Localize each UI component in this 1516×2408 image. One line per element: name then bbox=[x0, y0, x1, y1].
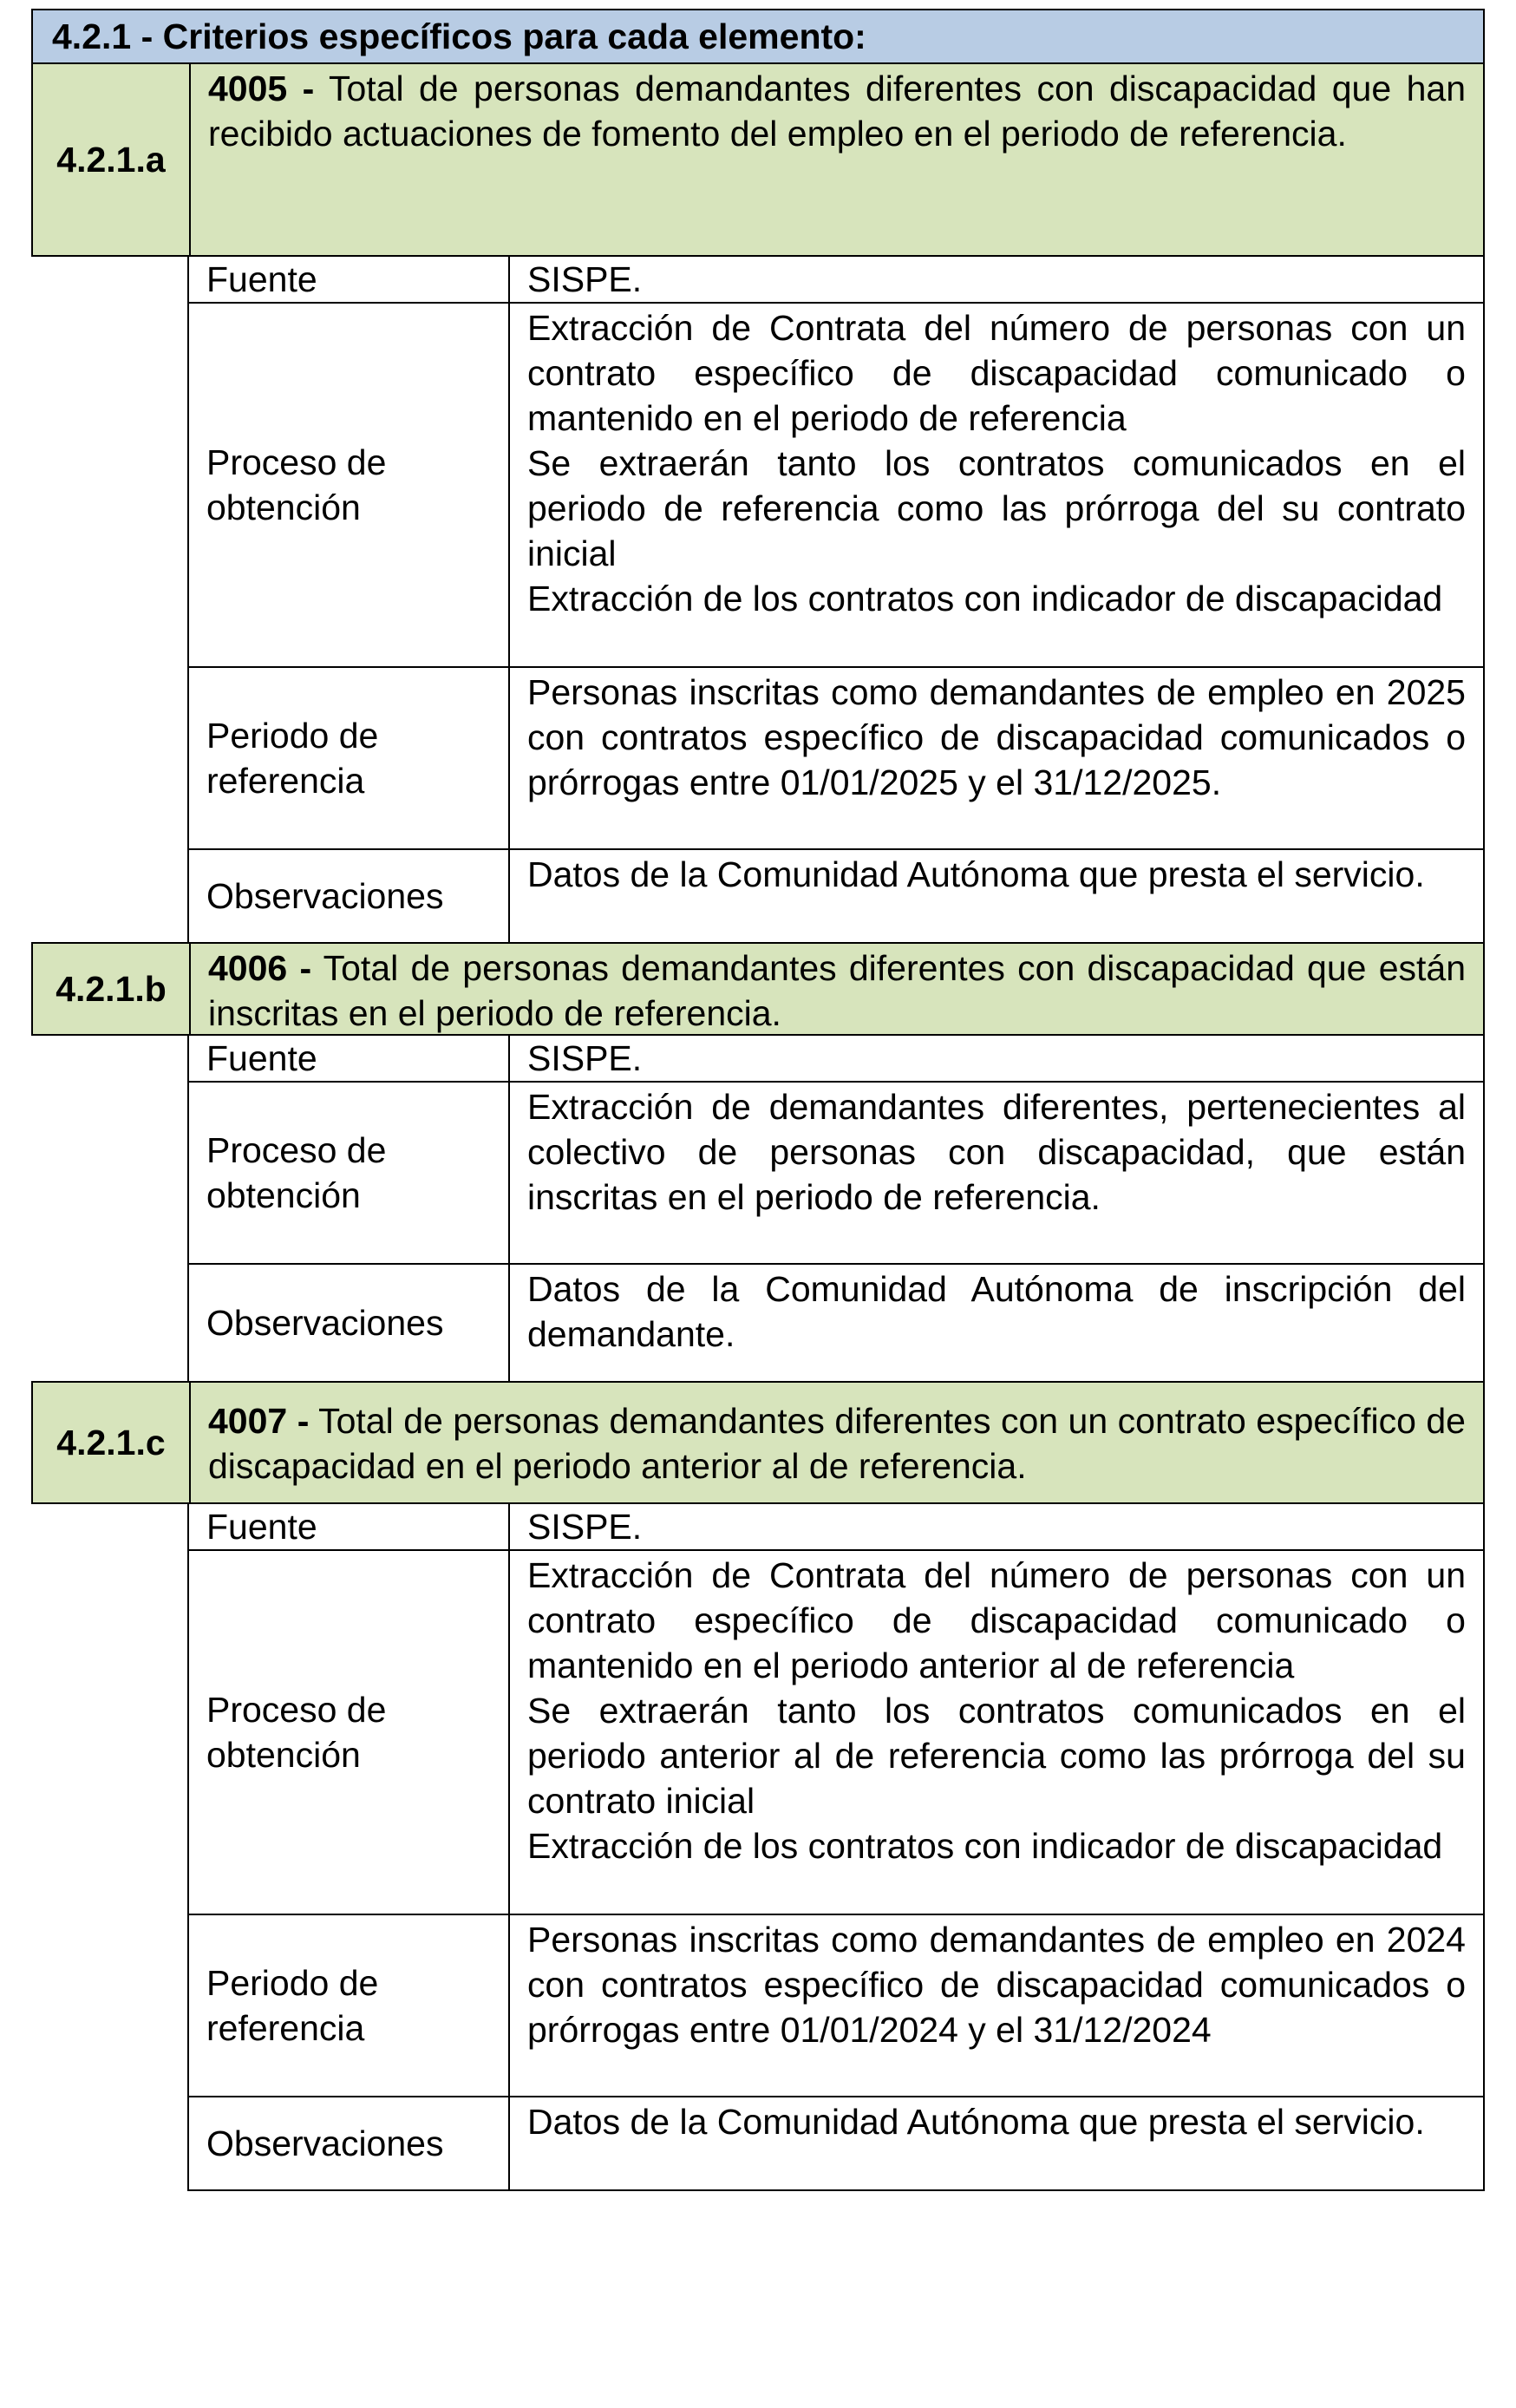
indicator-number: 4006 - bbox=[208, 948, 312, 988]
row-fuente bbox=[189, 1504, 1483, 1551]
section-header: 4.2.1 - Criterios específicos para cada elemento: bbox=[31, 9, 1485, 64]
indicator-description: Total de personas demandantes diferentes con discapacidad que están inscritas en el periodo de referencia. bbox=[208, 948, 1466, 1033]
row-proceso bbox=[189, 1083, 1483, 1265]
row-label: Fuente bbox=[189, 1036, 510, 1081]
row-label: Proceso de obtención bbox=[189, 1551, 510, 1914]
criteria-rows bbox=[187, 1504, 1485, 2191]
row-value: Personas inscritas como demandantes de empleo en 2025 con contratos específico de discapacidad comunicados o prórrogas entre 01/01/2025 y el 31/12/2025. bbox=[527, 672, 1466, 802]
row-observaciones bbox=[189, 1265, 1483, 1383]
row-value: SISPE. bbox=[527, 259, 643, 299]
section-code: 4.2.1.b bbox=[33, 944, 191, 1034]
section-heading bbox=[31, 1381, 1485, 1504]
indicator-description: Total de personas demandantes diferentes con un contrato específico de discapacidad en el periodo anterior al de referencia. bbox=[208, 1401, 1466, 1486]
row-proceso bbox=[189, 304, 1483, 668]
row-label: Periodo de referencia bbox=[189, 1915, 510, 2096]
row-label: Fuente bbox=[189, 1504, 510, 1549]
row-label: Observaciones bbox=[189, 1265, 510, 1381]
row-value: Datos de la Comunidad Autónoma que presta el servicio. bbox=[527, 2102, 1425, 2142]
section-title bbox=[191, 1383, 1483, 1502]
row-periodo bbox=[189, 1915, 1483, 2097]
criteria-section-b bbox=[31, 942, 1485, 1383]
row-label: Observaciones bbox=[189, 850, 510, 942]
row-observaciones bbox=[189, 850, 1483, 944]
row-value: SISPE. bbox=[527, 1038, 643, 1078]
indicator-number: 4005 - bbox=[208, 69, 315, 108]
row-value: Extracción de Contrata del número de personas con un contrato específico de discapacidad comunicado o mantenido en el periodo de referencia Se extraerán tanto los contratos comunicados en el periodo de referencia como las prórroga del su contrato inicial Extracción de los contratos con indicador de discapacidad bbox=[527, 308, 1466, 618]
row-periodo bbox=[189, 668, 1483, 850]
row-fuente bbox=[189, 257, 1483, 304]
criteria-section-a bbox=[31, 64, 1485, 944]
section-heading bbox=[31, 64, 1485, 257]
row-value: Datos de la Comunidad Autónoma de inscripción del demandante. bbox=[527, 1269, 1466, 1354]
row-value: Personas inscritas como demandantes de empleo en 2024 con contratos específico de discapacidad comunicados o prórrogas entre 01/01/2024 y el 31/12/2024 bbox=[527, 1920, 1466, 2050]
section-code: 4.2.1.c bbox=[33, 1383, 191, 1502]
indicator-description: Total de personas demandantes diferentes con discapacidad que han recibido actuaciones de fomento del empleo en el periodo de referencia. bbox=[208, 69, 1466, 154]
row-value: Extracción de demandantes diferentes, pertenecientes al colectivo de personas con discapacidad, que están inscritas en el periodo de referencia. bbox=[527, 1087, 1466, 1217]
section-heading bbox=[31, 942, 1485, 1036]
criteria-document bbox=[31, 9, 1485, 2191]
row-proceso bbox=[189, 1551, 1483, 1915]
row-label: Observaciones bbox=[189, 2097, 510, 2189]
section-code: 4.2.1.a bbox=[33, 64, 191, 255]
row-label: Proceso de obtención bbox=[189, 304, 510, 666]
row-value: Datos de la Comunidad Autónoma que presta el servicio. bbox=[527, 854, 1425, 894]
row-value: SISPE. bbox=[527, 1507, 643, 1547]
row-label: Proceso de obtención bbox=[189, 1083, 510, 1263]
section-title bbox=[191, 64, 1483, 255]
criteria-rows bbox=[187, 257, 1485, 944]
row-observaciones bbox=[189, 2097, 1483, 2191]
indicator-number: 4007 - bbox=[208, 1401, 310, 1441]
criteria-rows bbox=[187, 1036, 1485, 1383]
row-label: Periodo de referencia bbox=[189, 668, 510, 848]
criteria-section-c bbox=[31, 1381, 1485, 2191]
section-title bbox=[191, 944, 1483, 1034]
row-value: Extracción de Contrata del número de personas con un contrato específico de discapacidad comunicado o mantenido en el periodo anterior al de referencia Se extraerán tanto los contratos comunicados en el periodo anterior al de referencia como las prórroga del su contrato inicial Extracción de los contratos con indicador de discapacidad bbox=[527, 1555, 1466, 1866]
row-label: Fuente bbox=[189, 257, 510, 302]
row-fuente bbox=[189, 1036, 1483, 1083]
